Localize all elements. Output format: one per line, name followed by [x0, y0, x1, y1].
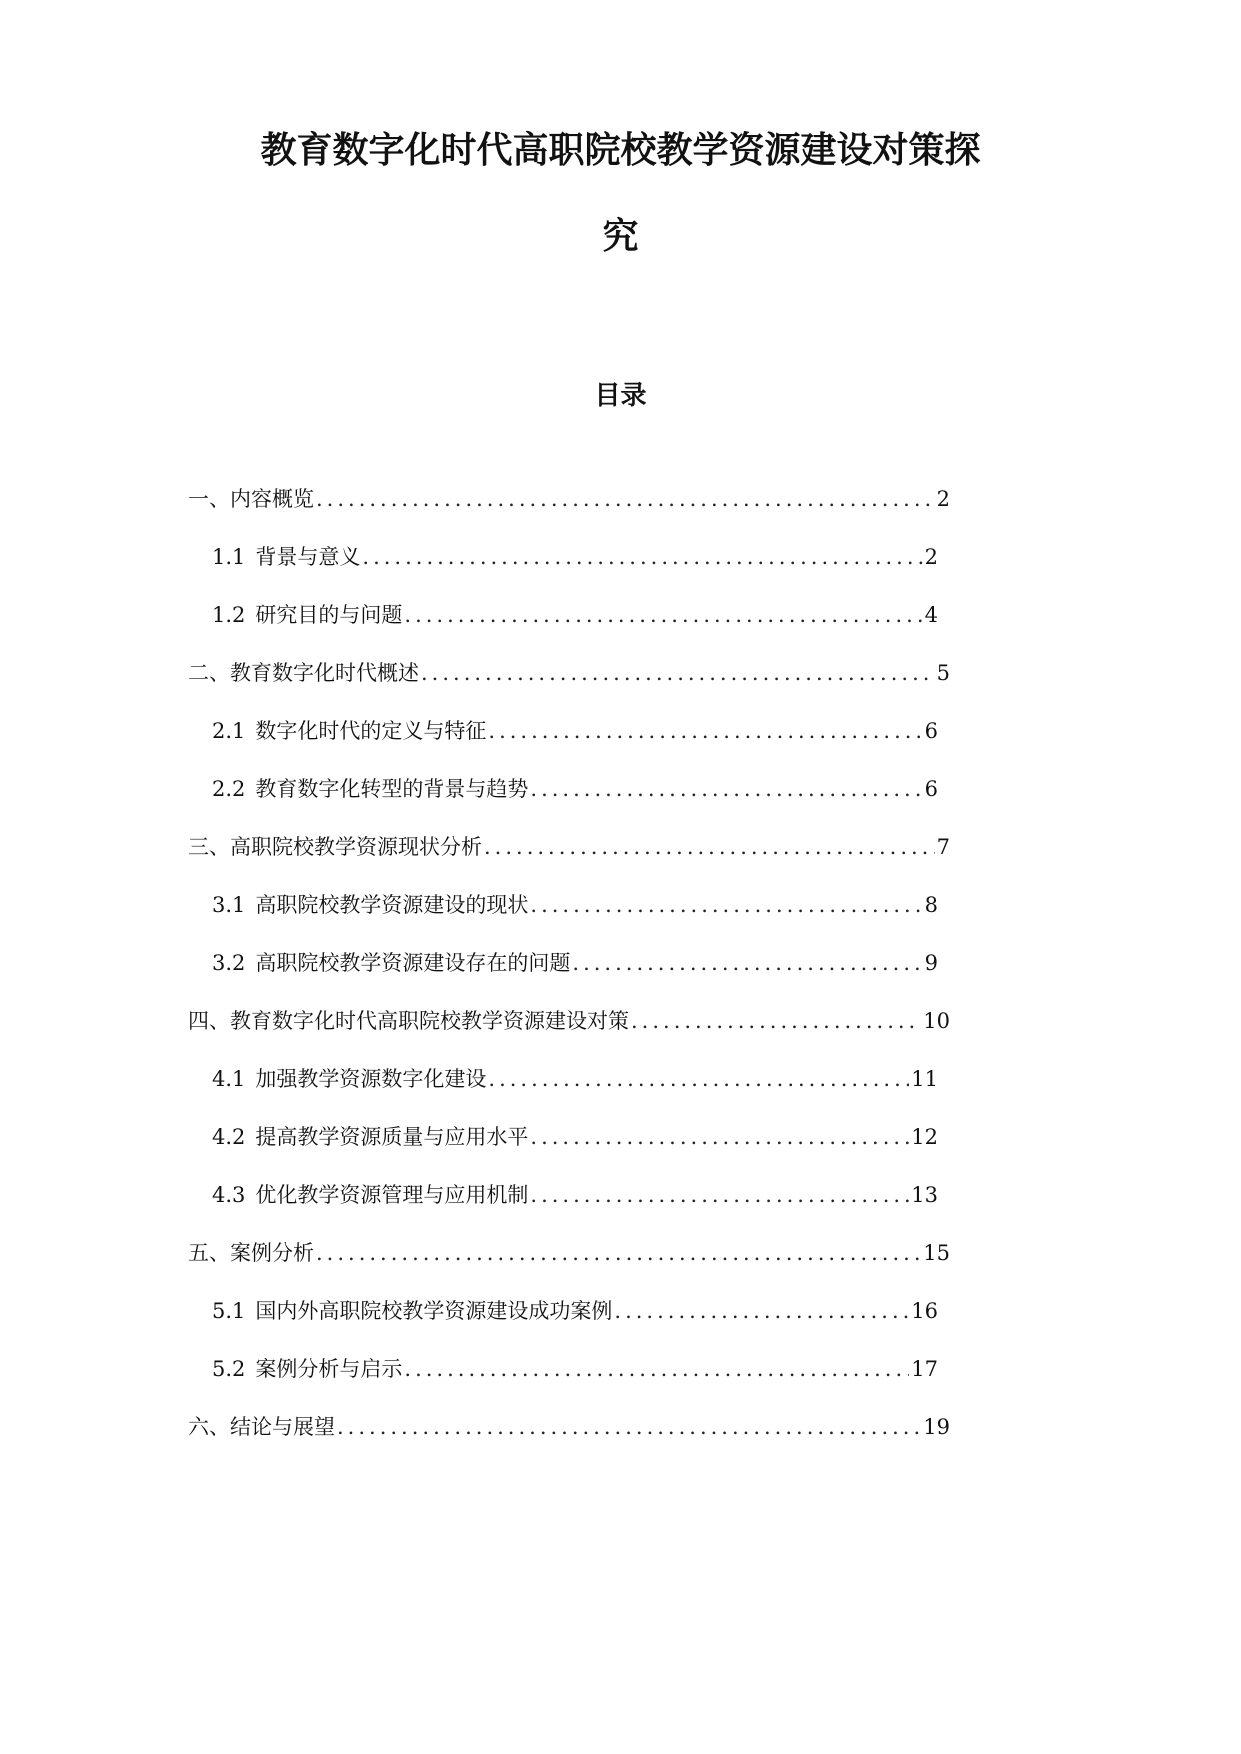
toc-page-number: 17 [911, 1357, 938, 1381]
toc-entry-2[interactable] [188, 658, 950, 688]
toc-dot-leader [530, 1180, 909, 1210]
toc-dot-leader [421, 658, 935, 688]
toc-entry-label: 研究目的与问题 [255, 603, 403, 627]
toc-page-number: 15 [923, 1241, 950, 1265]
toc-page-number: 16 [911, 1299, 938, 1323]
toc-section-number: 1.2 [212, 603, 246, 627]
toc-page-number: 9 [924, 951, 938, 975]
toc-dot-leader [362, 542, 922, 572]
toc-page-number: 2 [924, 545, 938, 569]
toc-page-number: 8 [924, 893, 938, 917]
toc-section-number: 5.1 [212, 1299, 246, 1323]
toc-entry-label: 国内外高职院校教学资源建设成功案例 [255, 1299, 613, 1323]
toc-page-number: 13 [911, 1183, 938, 1207]
toc-entry-label: 数字化时代的定义与特征 [255, 719, 487, 743]
toc-entry-label: 提高教学资源质量与应用水平 [255, 1125, 529, 1149]
toc-entry-1-2[interactable] [212, 600, 938, 630]
toc-section-number: 2.2 [212, 777, 246, 801]
toc-section-number: 5.2 [212, 1357, 246, 1381]
toc-page-number: 12 [911, 1125, 938, 1149]
toc-page-number: 6 [924, 777, 938, 801]
toc-dot-leader [530, 890, 922, 920]
toc-page-number: 5 [936, 661, 950, 685]
toc-dot-leader [572, 948, 922, 978]
toc-dot-leader [404, 600, 922, 630]
toc-page-number: 2 [936, 487, 950, 511]
toc-dot-leader [484, 832, 935, 862]
toc-dot-leader [530, 1122, 909, 1152]
toc-entry-label: 二、教育数字化时代概述 [188, 661, 419, 685]
toc-section-number: 1.1 [212, 545, 246, 569]
toc-entry-2-1[interactable] [212, 716, 938, 746]
toc-page-number: 7 [936, 835, 950, 859]
toc-entry-label: 优化教学资源管理与应用机制 [255, 1183, 529, 1207]
toc-page-number: 11 [911, 1067, 938, 1091]
toc-entry-label: 五、案例分析 [188, 1241, 314, 1265]
toc-entry-5-2[interactable] [212, 1354, 938, 1384]
toc-dot-leader [530, 774, 922, 804]
toc-entry-label: 高职院校教学资源建设存在的问题 [255, 951, 571, 975]
toc-entry-3[interactable] [188, 832, 950, 862]
toc-entry-label: 三、高职院校教学资源现状分析 [188, 835, 482, 859]
document-title [200, 130, 1041, 258]
toc-entry-4[interactable] [188, 1006, 950, 1036]
toc-page-number: 6 [924, 719, 938, 743]
toc-section-number: 3.2 [212, 951, 246, 975]
toc-entry-4-2[interactable] [212, 1122, 938, 1152]
toc-page-number: 4 [924, 603, 938, 627]
toc-dot-leader [337, 1412, 921, 1442]
toc-entry-4-1[interactable] [212, 1064, 938, 1094]
toc-page-number: 19 [923, 1415, 950, 1439]
title-line-1: 教育数字化时代高职院校教学资源建设对策探 [260, 130, 981, 171]
toc-page-number: 10 [923, 1009, 950, 1033]
toc-heading: 目录 [594, 381, 647, 411]
toc-entry-3-2[interactable] [212, 948, 938, 978]
toc-entry-2-2[interactable] [212, 774, 938, 804]
toc-dot-leader [631, 1006, 921, 1036]
toc-entry-label: 加强教学资源数字化建设 [255, 1067, 487, 1091]
toc-entry-1-1[interactable] [212, 542, 938, 572]
toc-section-number: 4.1 [212, 1067, 246, 1091]
toc-entry-label: 案例分析与启示 [255, 1357, 403, 1381]
toc-section-number: 2.1 [212, 719, 246, 743]
toc-entry-6[interactable] [188, 1412, 950, 1442]
toc-entry-5-1[interactable] [212, 1296, 938, 1326]
toc-section-number: 4.3 [212, 1183, 246, 1207]
toc-dot-leader [614, 1296, 909, 1326]
toc-entry-label: 教育数字化转型的背景与趋势 [255, 777, 529, 801]
title-line-2: 究 [602, 216, 639, 257]
toc-entry-5[interactable] [188, 1238, 950, 1268]
toc-dot-leader [404, 1354, 909, 1384]
toc-entry-3-1[interactable] [212, 890, 938, 920]
toc-entry-label: 高职院校教学资源建设的现状 [255, 893, 529, 917]
toc-entry-label: 四、教育数字化时代高职院校教学资源建设对策 [188, 1009, 629, 1033]
toc-entry-label: 一、内容概览 [188, 487, 314, 511]
toc-dot-leader [488, 1064, 909, 1094]
toc-section-number: 4.2 [212, 1125, 246, 1149]
toc-entry-label: 背景与意义 [255, 545, 361, 569]
toc-entry-4-3[interactable] [212, 1180, 938, 1210]
toc-section-number: 3.1 [212, 893, 246, 917]
toc-entry-1[interactable] [188, 484, 950, 514]
toc-dot-leader [316, 1238, 921, 1268]
toc-dot-leader [316, 484, 935, 514]
toc-dot-leader [488, 716, 922, 746]
toc-entry-label: 六、结论与展望 [188, 1415, 335, 1439]
